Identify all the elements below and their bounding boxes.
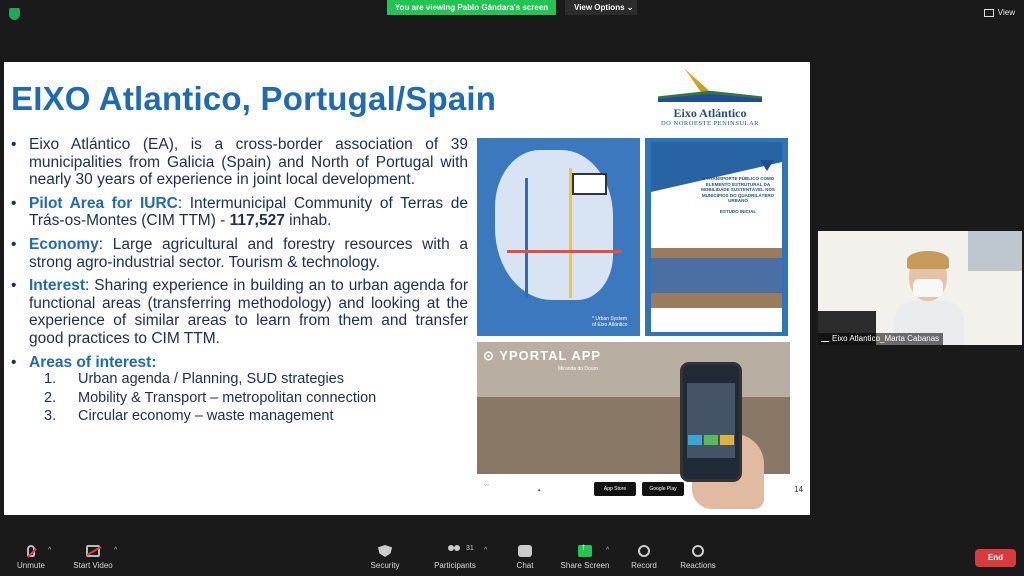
app-store-badge: App Store (594, 482, 636, 496)
cover-tram (651, 258, 782, 293)
transport-study-cover (645, 138, 788, 336)
miranda-logo: ✦ (537, 488, 542, 494)
logo-subtitle: DO NOROESTE PENINSULAR (660, 120, 760, 127)
record-label: Record (631, 561, 657, 570)
list-item-text: Circular economy – waste management (78, 408, 334, 425)
security-icon (378, 545, 392, 557)
view-options-label: View Options (574, 3, 625, 12)
bullet-interest (8, 277, 468, 347)
urban-system-map (477, 138, 640, 336)
bullet-eixo-text: Eixo Atlántico (EA), is a cross-border association of 39 municipalities from Galicia (Spain) and North of Portugal with nearly 30 years of experience in joint local development. (29, 136, 468, 189)
participants-count: 31 (466, 545, 474, 552)
list-item-number: 3. (44, 408, 57, 425)
security-label: Security (370, 561, 400, 570)
participant-person (894, 253, 964, 345)
app-tile (720, 435, 734, 445)
bullet-interest-text: : Sharing experience in building an to urban agenda for functional areas (transferring methodology) and looking at the experience of similar areas to learn from them and transfer good practices to CIM TTM. (29, 277, 468, 347)
phone-mockup (680, 362, 742, 482)
view-options-button[interactable]: View Options ⌄ (565, 0, 637, 15)
list-item-text: Urban agenda / Planning, SUD strategies (78, 371, 344, 388)
app-tile (688, 435, 702, 445)
page-number: 14 (794, 485, 803, 494)
google-play-badge: Google Play (642, 482, 684, 496)
app-brand-text: YPORTAL APP (499, 348, 602, 363)
record-icon (638, 545, 650, 557)
cover-title-text: O TRANSPORTE PÚBLICO COMO ELEMENTO ESTRUTURAL DA MOBILIDADE SUSTENTÁVEL NOS MUNICÍPIOS DO QUADRILÁTERO URBANO (701, 176, 775, 203)
participants-icon (448, 545, 462, 557)
app-tile (704, 435, 718, 445)
video-options-chevron-icon[interactable]: ^ (114, 547, 118, 554)
bullet-pilot-area-number: 117,527 (229, 212, 285, 230)
app-brand: ⊙ YPORTAL APP (483, 348, 602, 363)
map-box (572, 173, 607, 195)
bullet-interest-label: Interest (29, 277, 85, 295)
video-off-icon (86, 545, 100, 557)
start-video-label: Start Video (73, 561, 113, 570)
eixo-atlantico-logo (652, 66, 768, 134)
logo-name: Eixo Atlántico (673, 106, 747, 120)
share-screen-label: Share Screen (560, 561, 610, 570)
viewing-banner: You are viewing Pablo Gándara's screen (387, 0, 556, 15)
cover-subtitle: ESTUDO INICIAL (719, 209, 757, 214)
list-item (8, 389, 468, 408)
share-chevron-icon[interactable]: ^ (606, 547, 610, 554)
slide-title: EIXO Atlantico, Portugal/Spain (11, 80, 497, 117)
security-button[interactable] (366, 545, 404, 570)
slide-body (8, 136, 468, 426)
reactions-button[interactable] (678, 545, 718, 570)
bullet-areas (8, 354, 468, 372)
bullet-economy (8, 236, 468, 271)
list-item (8, 407, 468, 426)
video-window (968, 231, 1022, 271)
share-screen-button[interactable] (560, 545, 610, 570)
list-item (8, 370, 468, 389)
map-line-blue (525, 178, 528, 298)
start-video-button[interactable] (70, 545, 116, 570)
map-line-red (507, 250, 622, 253)
audio-options-chevron-icon[interactable]: ^ (48, 547, 52, 554)
share-screen-icon (578, 545, 592, 557)
end-button[interactable]: End (975, 549, 1016, 567)
muted-mic-icon (27, 545, 35, 557)
cover-triangle-icon (760, 160, 774, 171)
map-caption: * Urban System of Eixo Atlántico (592, 316, 628, 328)
person-mask (913, 279, 943, 297)
participant-name: Eixo Atlantico_Marta Cabanas (832, 334, 940, 343)
bullet-economy-text: : Large agricultural and forestry resources with a strong agro-industrial sector. Tourism & technology. (29, 235, 468, 271)
chat-icon (518, 545, 532, 557)
bullet-pilot-area-text: : Intermunicipal Community of Terras de Trás-os-Montes (CIM TTM) - (29, 194, 468, 230)
participants-chevron-icon[interactable]: ^ (484, 547, 488, 554)
shared-slide (4, 62, 810, 515)
view-button[interactable] (982, 6, 1015, 20)
phone-screen (687, 383, 735, 458)
chat-button[interactable] (510, 545, 540, 570)
app-subtitle: Miranda do Douro (558, 366, 599, 372)
unmute-label: Unmute (16, 561, 45, 570)
bullet-areas-label: Areas of interest: (29, 353, 157, 371)
list-item-text: Mobility & Transport – metropolitan connection (78, 389, 377, 406)
signal-icon (821, 336, 829, 342)
list-item-number: 2. (44, 389, 57, 406)
bullet-eixo (8, 136, 468, 189)
areas-list (8, 370, 468, 426)
record-button[interactable] (628, 545, 660, 570)
reactions-icon (692, 545, 704, 557)
flumen-durius-logo: 〰 (484, 483, 490, 489)
view-label: View (997, 8, 1015, 17)
list-item-number: 1. (44, 371, 57, 388)
person-hair (907, 251, 949, 269)
grid-view-icon (984, 9, 994, 17)
participant-nametag (818, 333, 943, 345)
bullet-economy-label: Economy (29, 235, 99, 253)
participants-label: Participants (434, 561, 476, 570)
bullet-pilot-area-label: Pilot Area for IURC (29, 194, 178, 212)
reactions-label: Reactions (680, 561, 716, 570)
participant-video[interactable] (818, 231, 1022, 345)
chat-label: Chat (516, 561, 534, 570)
bullet-pilot-area-tail: inhab. (284, 212, 332, 230)
cover-title (697, 176, 779, 215)
security-shield-icon[interactable] (9, 8, 20, 20)
bullet-pilot-area (8, 195, 468, 230)
unmute-button[interactable] (12, 545, 50, 570)
meeting-toolbar (0, 541, 1024, 576)
